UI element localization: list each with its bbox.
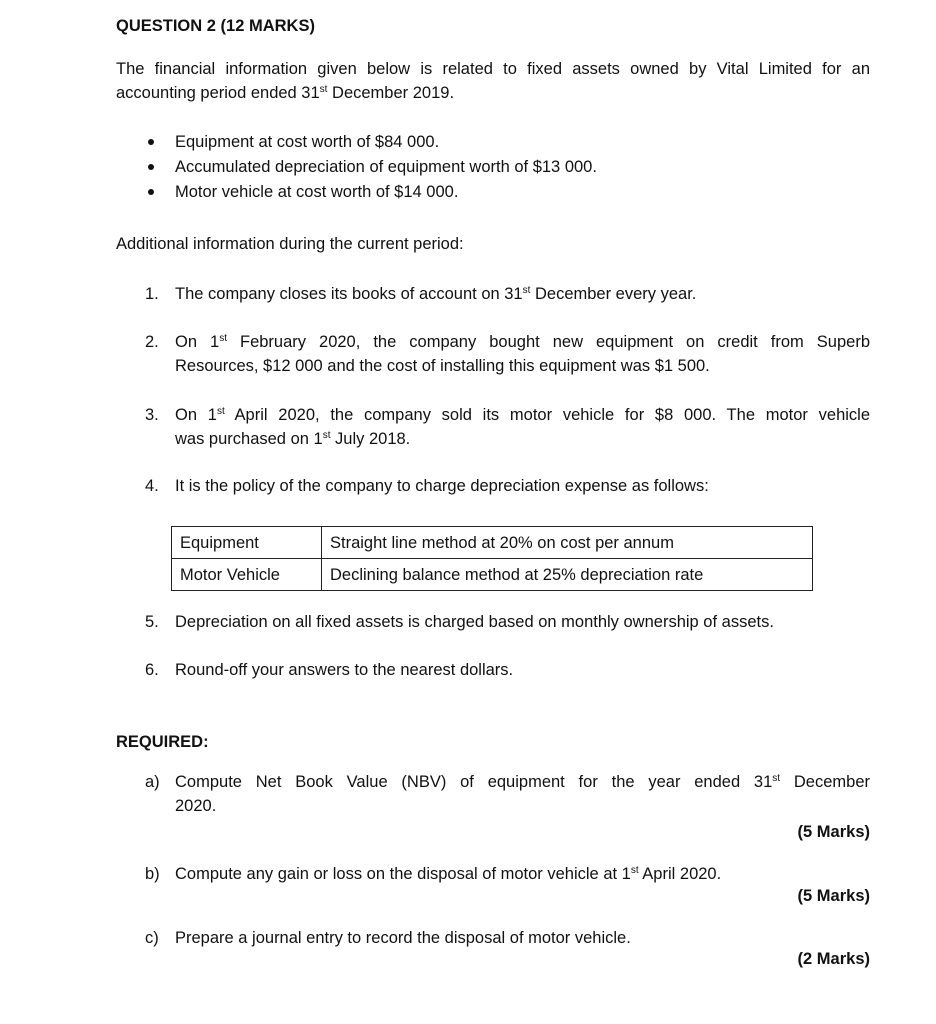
required-label: a) bbox=[145, 773, 160, 791]
required-heading: REQUIRED: bbox=[116, 733, 209, 751]
question-title: QUESTION 2 (12 MARKS) bbox=[116, 17, 315, 35]
item-text: It is the policy of the company to charge depreciation expense as follows: bbox=[175, 477, 709, 495]
additional-heading: Additional information during the current period: bbox=[116, 235, 464, 253]
required-label: c) bbox=[145, 929, 159, 947]
item-text: On 1st April 2020, the company sold its motor vehicle for $8 000. The motor vehicle bbox=[175, 406, 871, 424]
item-number: 2. bbox=[145, 333, 159, 351]
required-text: Prepare a journal entry to record the disposal of motor vehicle. bbox=[175, 929, 631, 947]
required-text: Compute Net Book Value (NBV) of equipment for the year ended 31st December bbox=[175, 773, 870, 791]
required-text: Compute any gain or loss on the disposal of motor vehicle at 1st April 2020. bbox=[175, 865, 722, 883]
bullet-item: Motor vehicle at cost worth of $14 000. bbox=[175, 183, 459, 201]
item-number: 3. bbox=[145, 406, 159, 424]
marks-label: (5 Marks) bbox=[797, 887, 870, 905]
item-number: 6. bbox=[145, 661, 159, 679]
table-cell-method: Straight line method at 20% on cost per annum bbox=[322, 527, 813, 559]
required-text-cont: 2020. bbox=[175, 797, 217, 815]
item-number: 4. bbox=[145, 477, 159, 495]
intro-line-2: accounting period ended 31st December 2019. bbox=[116, 84, 455, 102]
marks-label: (5 Marks) bbox=[797, 823, 870, 841]
bullet-dot bbox=[148, 139, 154, 145]
table-row bbox=[172, 527, 813, 559]
table-cell-asset: Equipment bbox=[172, 527, 322, 559]
item-text: Depreciation on all fixed assets is charged based on monthly ownership of assets. bbox=[175, 613, 774, 631]
bullet-dot bbox=[148, 164, 154, 170]
depreciation-policy-table bbox=[171, 526, 813, 591]
table-cell-method: Declining balance method at 25% depreciation rate bbox=[322, 559, 813, 591]
bullet-item: Accumulated depreciation of equipment worth of $13 000. bbox=[175, 158, 597, 176]
item-text: The company closes its books of account on 31st December every year. bbox=[175, 285, 697, 303]
item-text-cont: Resources, $12 000 and the cost of installing this equipment was $1 500. bbox=[175, 357, 710, 375]
table-cell-asset: Motor Vehicle bbox=[172, 559, 322, 591]
intro-line-1: The financial information given below is related to fixed assets owned by Vital Limited for an bbox=[116, 60, 870, 78]
bullet-item: Equipment at cost worth of $84 000. bbox=[175, 133, 440, 151]
item-text: Round-off your answers to the nearest dollars. bbox=[175, 661, 514, 679]
item-text: On 1st February 2020, the company bought new equipment on credit from Superb bbox=[175, 333, 870, 351]
bullet-dot bbox=[148, 189, 154, 195]
table-row bbox=[172, 559, 813, 591]
item-text-cont: was purchased on 1st July 2018. bbox=[175, 430, 411, 448]
item-number: 5. bbox=[145, 613, 159, 631]
item-number: 1. bbox=[145, 285, 159, 303]
marks-label: (2 Marks) bbox=[797, 950, 870, 968]
required-label: b) bbox=[145, 865, 160, 883]
